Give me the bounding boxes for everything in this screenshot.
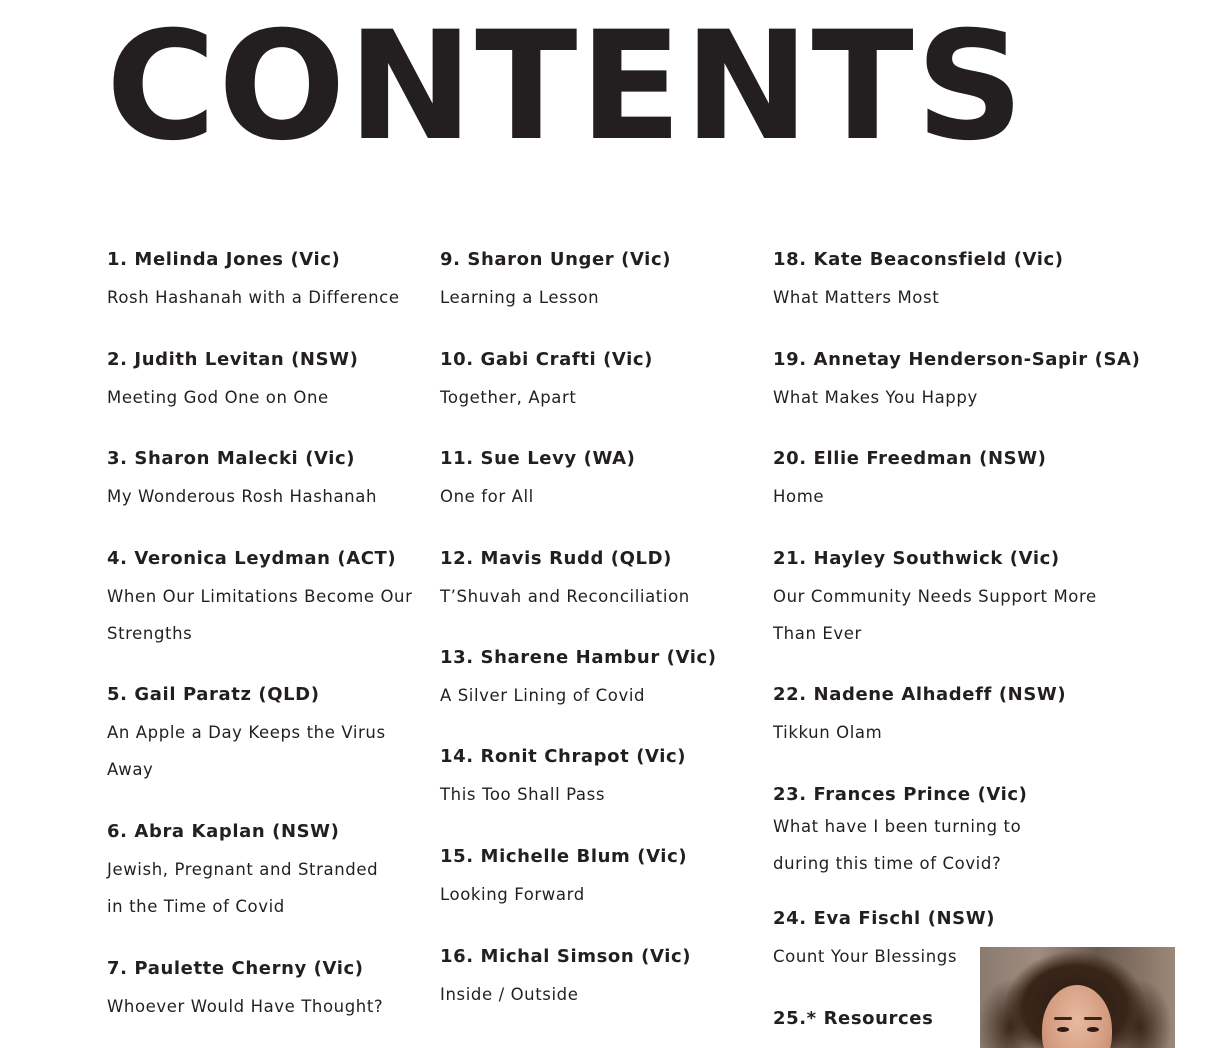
- entry-heading: 23. Frances Prince (Vic): [773, 784, 1028, 805]
- entry-title: Our Community Needs Support More Than Ever: [773, 587, 1097, 643]
- toc-entry: [440, 844, 760, 944]
- entry-heading: 2. Judith Levitan (NSW): [107, 349, 359, 370]
- toc-entry: [107, 956, 427, 1025]
- toc-entry: [107, 446, 427, 546]
- toc-entry: [440, 744, 760, 844]
- entry-heading: 9. Sharon Unger (Vic): [440, 249, 672, 270]
- toc-column-1: [107, 247, 427, 1025]
- toc-entry: [773, 546, 1113, 682]
- entry-title: What Makes You Happy: [773, 388, 978, 407]
- entry-title: Looking Forward: [440, 885, 585, 904]
- portrait-eye: [1087, 1027, 1099, 1032]
- entry-heading: 20. Ellie Freedman (NSW): [773, 448, 1047, 469]
- toc-entry: [440, 446, 760, 546]
- entry-heading: 1. Melinda Jones (Vic): [107, 249, 341, 270]
- toc-entry: [773, 782, 1113, 906]
- entry-title: Whoever Would Have Thought?: [107, 997, 384, 1016]
- toc-entry: [440, 347, 760, 446]
- entry-heading: 11. Sue Levy (WA): [440, 448, 636, 469]
- entry-heading: 21. Hayley Southwick (Vic): [773, 548, 1060, 569]
- toc-entry: [440, 247, 760, 347]
- entry-title: When Our Limitations Become Our Strengths: [107, 587, 413, 643]
- toc-entry: [107, 819, 427, 956]
- entry-title: Tikkun Olam: [773, 723, 883, 742]
- entry-title: A Silver Lining of Covid: [440, 686, 646, 705]
- entry-title: One for All: [440, 487, 534, 506]
- entry-heading: 13. Sharene Hambur (Vic): [440, 647, 717, 668]
- entry-title: T’Shuvah and Reconciliation: [440, 587, 690, 606]
- toc-entry: [773, 347, 1141, 446]
- toc-column-3: [773, 247, 1141, 1032]
- entry-heading: 6. Abra Kaplan (NSW): [107, 821, 340, 842]
- entry-title: Inside / Outside: [440, 985, 579, 1004]
- entry-title: What have I been turning to during this time of Covid?: [773, 817, 1022, 873]
- entry-heading: 25.* Resources: [773, 1008, 934, 1029]
- entry-title: This Too Shall Pass: [440, 785, 606, 804]
- entry-heading: 5. Gail Paratz (QLD): [107, 684, 320, 705]
- entry-heading: 7. Paulette Cherny (Vic): [107, 958, 364, 979]
- toc-entry: [107, 682, 427, 819]
- entry-title: What Matters Most: [773, 288, 940, 307]
- entry-heading: 24. Eva Fischl (NSW): [773, 908, 996, 929]
- toc-entry: [773, 682, 1113, 782]
- toc-entry: [107, 546, 427, 682]
- entry-title: Together, Apart: [440, 388, 577, 407]
- entry-title: Count Your Blessings: [773, 947, 958, 966]
- toc-entry: [107, 247, 427, 347]
- toc-entry: [773, 247, 1113, 347]
- entry-title: Rosh Hashanah with a Difference: [107, 288, 400, 307]
- entry-title: An Apple a Day Keeps the Virus Away: [107, 723, 386, 779]
- entry-title: Learning a Lesson: [440, 288, 600, 307]
- toc-column-2: [440, 247, 760, 1013]
- entry-heading: 16. Michal Simson (Vic): [440, 946, 692, 967]
- entry-heading: 19. Annetay Henderson-Sapir (SA): [773, 349, 1141, 370]
- entry-heading: 22. Nadene Alhadeff (NSW): [773, 684, 1067, 705]
- entry-heading: 12. Mavis Rudd (QLD): [440, 548, 672, 569]
- portrait-brow: [1054, 1017, 1072, 1020]
- portrait-eye: [1057, 1027, 1069, 1032]
- entry-title: Home: [773, 487, 825, 506]
- toc-entry: [440, 546, 760, 645]
- entry-heading: 18. Kate Beaconsfield (Vic): [773, 249, 1064, 270]
- entry-heading: 15. Michelle Blum (Vic): [440, 846, 688, 867]
- entry-heading: 3. Sharon Malecki (Vic): [107, 448, 356, 469]
- entry-title: Jewish, Pregnant and Stranded in the Time of Covid: [107, 860, 379, 916]
- entry-title: Meeting God One on One: [107, 388, 329, 407]
- entry-heading: 10. Gabi Crafti (Vic): [440, 349, 654, 370]
- entry-title: My Wonderous Rosh Hashanah: [107, 487, 378, 506]
- toc-entry: [107, 347, 427, 446]
- toc-entry: [773, 446, 1113, 546]
- toc-entry: [440, 944, 760, 1013]
- entry-heading: 14. Ronit Chrapot (Vic): [440, 746, 687, 767]
- portrait-photo: [980, 947, 1175, 1048]
- portrait-brow: [1084, 1017, 1102, 1020]
- toc-entry: [440, 645, 760, 744]
- entry-heading: 4. Veronica Leydman (ACT): [107, 548, 397, 569]
- page-title: CONTENTS: [106, 0, 1026, 174]
